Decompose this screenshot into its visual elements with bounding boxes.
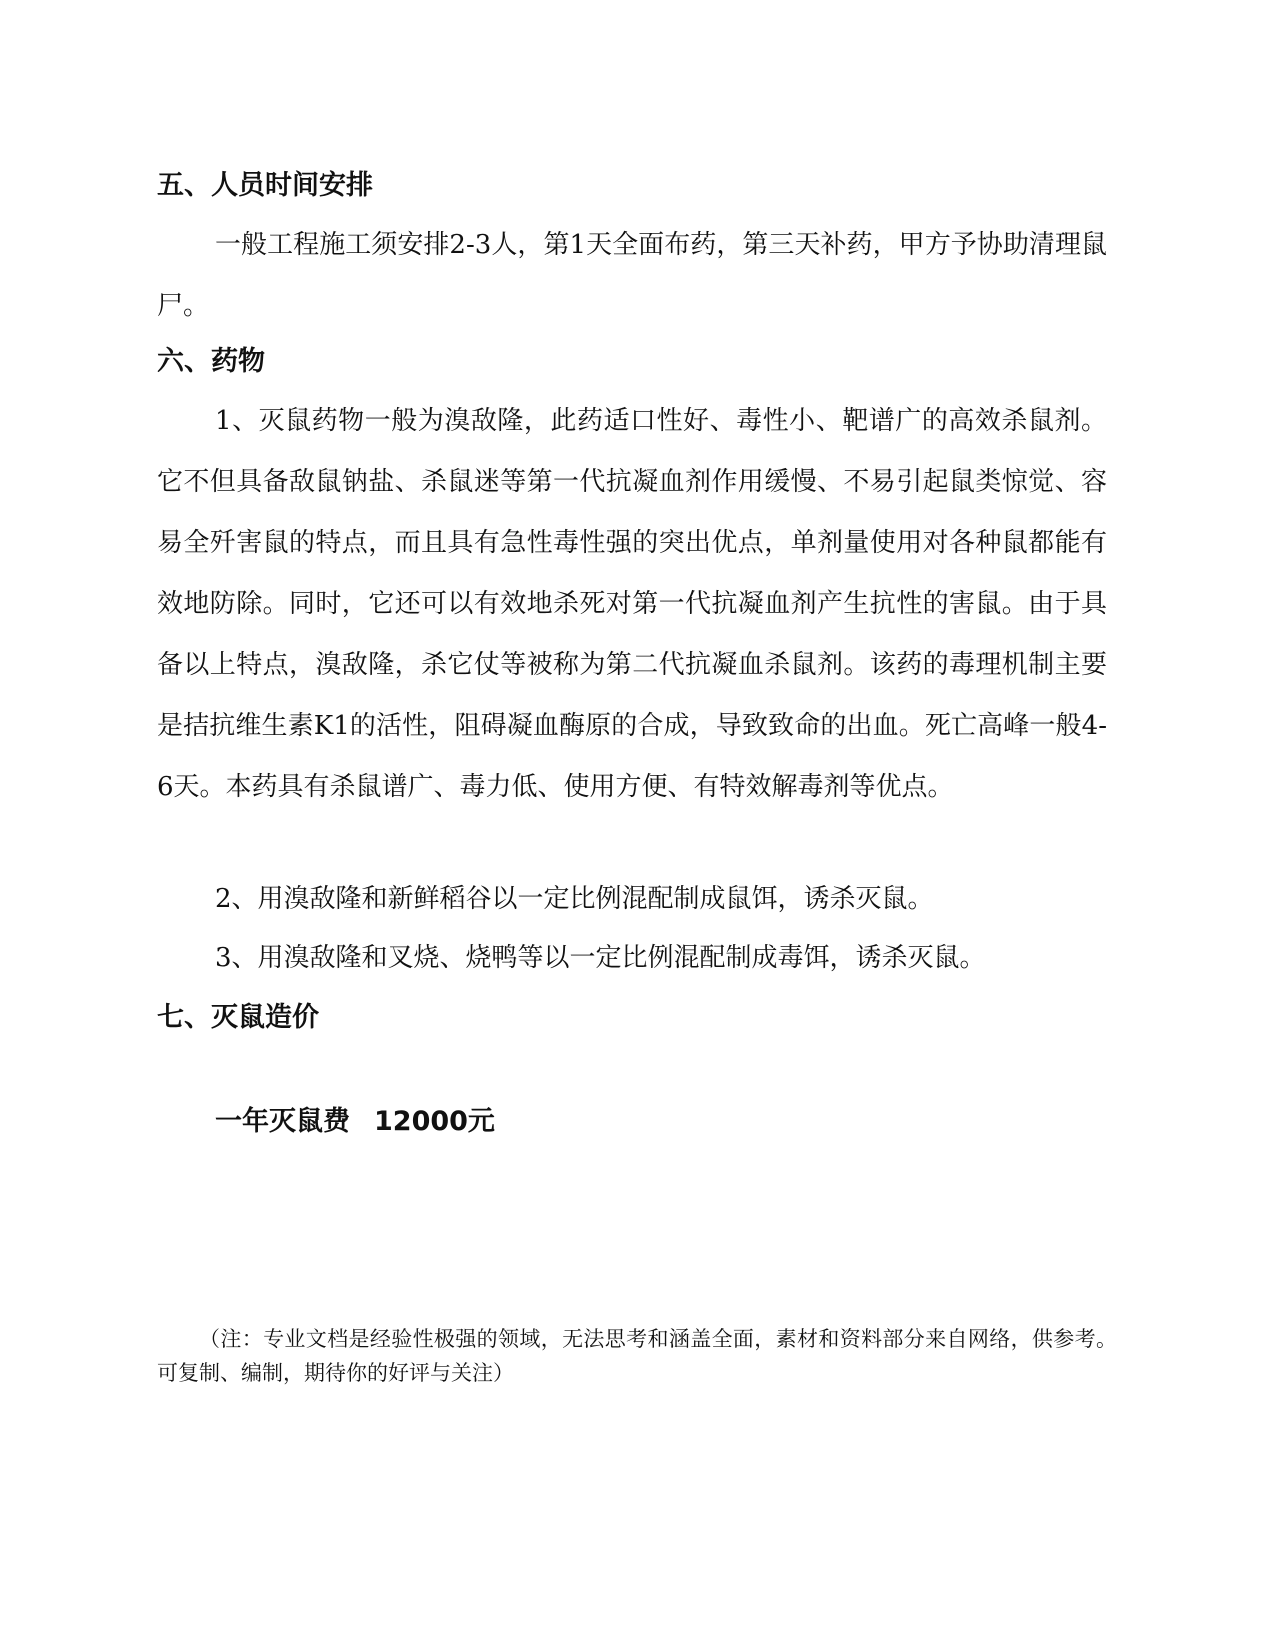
price-line <box>215 1106 495 1138</box>
price-label: 一年灭鼠费 <box>215 1106 350 1137</box>
price-value: 12000元 <box>374 1106 495 1137</box>
footnote: （注：专业文档是经验性极强的领域，无法思考和涵盖全面，素材和资料部分来自网络，供参考。可复制、编制，期待你的好评与关注） <box>157 1327 1117 1385</box>
section6-heading: 六、药物 <box>157 346 265 377</box>
section5-paragraph: 一般工程施工须安排2-3人，第1天全面布药，第三天补药，甲方予协助清理鼠尸。 <box>157 230 1107 321</box>
section5-heading: 五、人员时间安排 <box>157 170 373 201</box>
section6-item-2: 2、用溴敌隆和新鲜稻谷以一定比例混配制成鼠饵，诱杀灭鼠。 <box>215 884 934 914</box>
section6-item-1: 1、灭鼠药物一般为溴敌隆，此药适口性好、毒性小、靶谱广的高效杀鼠剂。它不但具备敌鼠钠盐、杀鼠迷等第一代抗凝血剂作用缓慢、不易引起鼠类惊觉、容易全歼害鼠的特点，而且具有急性毒性强的突出优点，单剂量使用对各种鼠都能有效地防除。同时，它还可以有效地杀死对第一代抗凝血剂产生抗性的害鼠。由于具备以上特点，溴敌隆，杀它仗等被称为第二代抗凝血杀鼠剂。该药的毒理机制主要是拮抗维生素K1的活性，阻碍凝血酶原的合成，导致致命的出血。死亡高峰一般4-6天。本药具有杀鼠谱广、毒力低、使用方便、有特效解毒剂等优点。 <box>157 406 1107 802</box>
section7-heading: 七、灭鼠造价 <box>157 1002 319 1033</box>
section6-item-3: 3、用溴敌隆和叉烧、烧鸭等以一定比例混配制成毒饵，诱杀灭鼠。 <box>215 943 986 973</box>
